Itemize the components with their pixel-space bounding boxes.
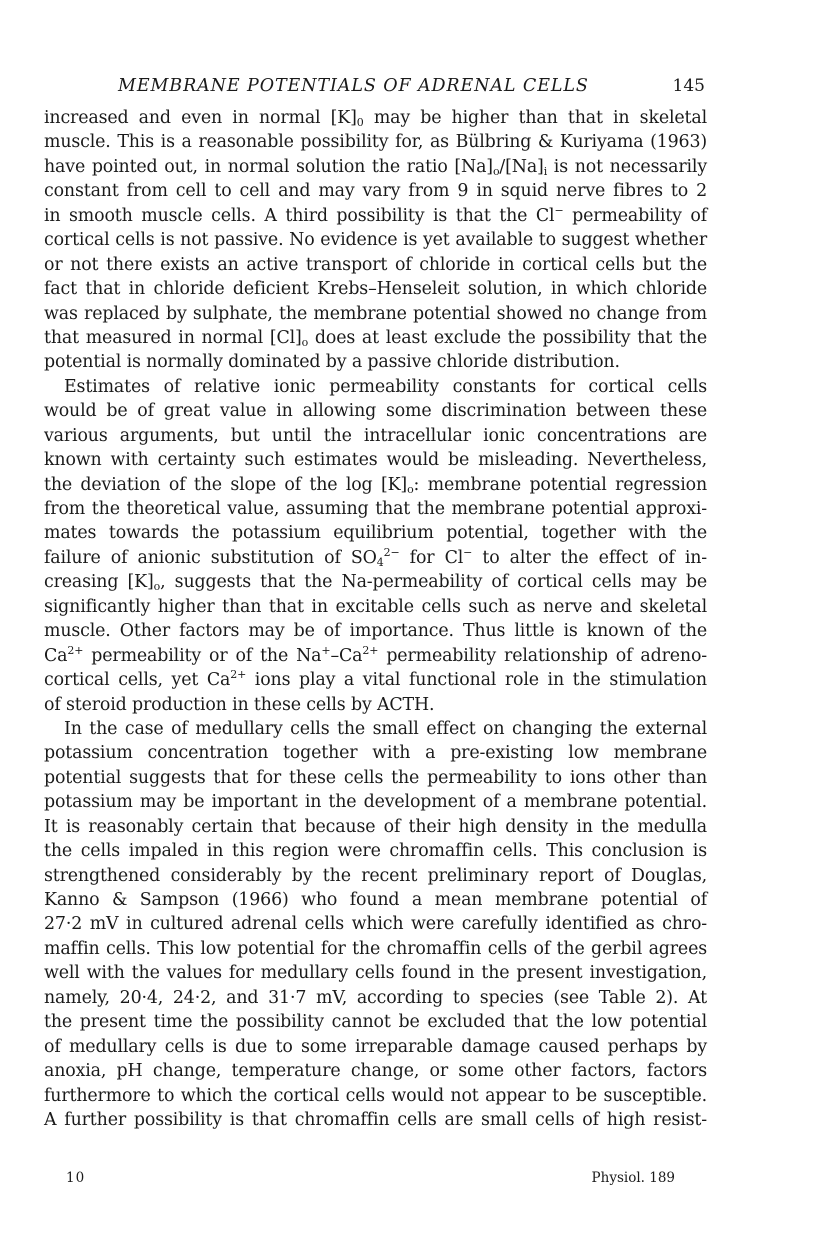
text-line [44,668,707,692]
text-line [44,815,707,839]
text-line [44,302,707,326]
subscript: o [407,482,414,496]
text-run: : membrane potential regression [413,474,707,495]
text-run: various arguments, but until the intracellular ionic concentrations are [44,425,707,446]
running-title: MEMBRANE POTENTIALS OF ADRENAL CELLS [118,76,589,96]
text-run: mates towards the potassium equilibrium potential, together with the [44,523,707,544]
superscript: 2+ [230,668,247,682]
text-run: the present time the possibility cannot be excluded that the low potential [44,1012,707,1033]
text-run: the deviation of the slope of the log [K] [44,474,408,495]
text-run: potential suggests that for these cells the permeability to ions other than [44,767,707,788]
text-line [44,961,707,985]
paragraph [44,717,707,1132]
text-line [44,1084,707,1108]
text-run: permeability or of the Na [83,645,322,666]
text-line [44,424,707,448]
text-line [44,790,707,814]
text-line [44,741,707,765]
subscript: 0 [356,116,364,129]
text-line [44,277,707,301]
text-line [44,448,707,472]
text-line [44,521,707,545]
superscript: − [463,545,473,559]
text-line [44,1035,707,1059]
text-run: increased and even in normal [K] [44,108,357,128]
text-run: may be higher than that in skeletal [363,108,707,128]
text-run: of steroid production in these cells by ACTH. [44,694,435,715]
text-run: strengthened considerably by the recent preliminary report of Douglas, [44,865,707,886]
text-run: is not necessarily [547,156,708,177]
superscript: 2− [383,545,400,559]
paragraph [44,106,707,375]
text-line [44,888,707,912]
text-line [44,986,707,1010]
text-line [44,179,707,203]
text-run: constant from cell to cell and may vary from 9 in squid nerve fibres to 2 [44,181,707,202]
text-line [44,619,707,643]
text-run: fact that in chloride deficient Krebs–Henseleit solution, in which chloride [44,279,707,300]
text-line [44,228,707,252]
text-run: for Cl [399,547,464,568]
text-run: potassium may be important in the development of a membrane potential. [44,792,707,813]
superscript: 2+ [67,643,84,657]
text-run: Kanno & Sampson (1966) who found a mean membrane potential of [44,890,707,910]
text-run: creasing [K] [44,572,154,593]
text-line [44,350,707,374]
text-line [44,253,707,277]
subscript: o [492,164,500,178]
text-run: well with the values for medullary cells found in the present investigation, [44,963,707,984]
text-run: namely, 20·4, 24·2, and 31·7 mV, according to species (see Table 2). At [44,987,707,1008]
body-text [44,106,707,1132]
journal-reference: Physiol. 189 [591,1170,675,1186]
text-run: have pointed out, in normal solution the ratio [Na] [44,156,493,177]
text-line [44,693,707,717]
text-run: Ca [44,645,68,666]
text-run: /[Na] [499,156,544,177]
text-run: significantly higher than that in excitable cells such as nerve and skeletal [44,596,707,617]
text-run: potential is normally dominated by a passive chloride distribution. [44,352,620,373]
subscript: i [543,164,548,178]
text-run: cortical cells is not passive. No evidence is yet available to suggest whether [44,230,707,251]
superscript: 2+ [362,643,379,657]
text-run: the cells impaled in this region were chromaffin cells. This conclusion is [44,841,707,862]
subscript: o [153,580,161,594]
text-run: potassium concentration together with a pre-existing low membrane [44,743,707,764]
text-line [44,912,707,936]
page-footer [44,1170,707,1186]
text-run: of medullary cells is due to some irreparable damage caused perhaps by [44,1036,707,1057]
text-line [44,130,707,154]
text-run: furthermore to which the cortical cells would not appear to be susceptible. [44,1085,707,1106]
superscript: − [554,203,564,217]
text-line [44,717,707,741]
text-line [44,106,707,130]
text-line [44,155,707,179]
text-line [44,326,707,350]
text-line [44,546,707,570]
text-line [44,644,707,668]
text-run: muscle. Other factors may be of importance. Thus little is known of the [44,621,707,642]
text-line [44,1010,707,1034]
text-line [44,864,707,888]
text-run: was replaced by sulphate, the membrane potential showed no change from [44,303,707,324]
page-number: 145 [672,76,705,96]
text-line [44,595,707,619]
document-page [44,76,707,1132]
text-line [44,473,707,497]
text-run: ions play a vital functional role in the stimulation [246,670,707,691]
text-run: cortical cells, yet Ca [44,670,231,691]
text-line [44,570,707,594]
text-run: Estimates of relative ionic permeability constants for cortical cells [64,376,707,397]
text-run: in smooth muscle cells. A third possibility is that the Cl [44,205,555,226]
paragraph [44,375,707,717]
text-line [44,766,707,790]
text-run: to alter the effect of in- [472,547,708,568]
subscript: 4 [376,555,384,569]
text-run: from the theoretical value, assuming that the membrane potential approxi- [44,499,707,519]
text-run: or not there exists an active transport of chloride in cortical cells but the [44,254,707,275]
text-run: A further possibility is that chromaffin cells are small cells of high resist- [44,1109,707,1130]
text-run: would be of great value in allowing some discrimination between these [44,401,707,422]
text-line [44,497,707,521]
text-run: known with certainty such estimates would be misleading. Nevertheless, [44,450,707,471]
superscript: + [321,643,331,657]
text-run: does at least exclude the possibility that the [308,327,707,348]
text-run: that measured in normal [Cl] [44,327,302,348]
text-run: anoxia, pH change, temperature change, or some other factors, factors [44,1061,707,1082]
running-head [44,76,707,106]
text-line [44,204,707,228]
text-line [44,399,707,423]
text-run: , suggests that the Na-permeability of cortical cells may be [160,572,707,593]
text-line [44,839,707,863]
text-line [44,1108,707,1132]
text-line [44,375,707,399]
text-run: 27·2 mV in cultured adrenal cells which were carefully identified as chro- [44,914,707,935]
signature-mark: 10 [66,1170,86,1186]
text-run: muscle. This is a reasonable possibility for, as Bülbring & Kuriyama (1963) [44,132,707,153]
text-line [44,937,707,961]
text-line [44,1059,707,1083]
text-run: maffin cells. This low potential for the chromaffin cells of the gerbil agrees [44,938,707,959]
text-run: permeability relationship of adreno- [378,645,708,666]
text-run: –Ca [330,645,363,666]
text-run: permeability of [563,205,707,226]
text-run: failure of anionic substitution of SO [44,547,377,568]
text-run: In the case of medullary cells the small effect on changing the external [64,718,707,739]
subscript: o [301,335,309,349]
text-run: It is reasonably certain that because of their high density in the medulla [44,816,707,837]
